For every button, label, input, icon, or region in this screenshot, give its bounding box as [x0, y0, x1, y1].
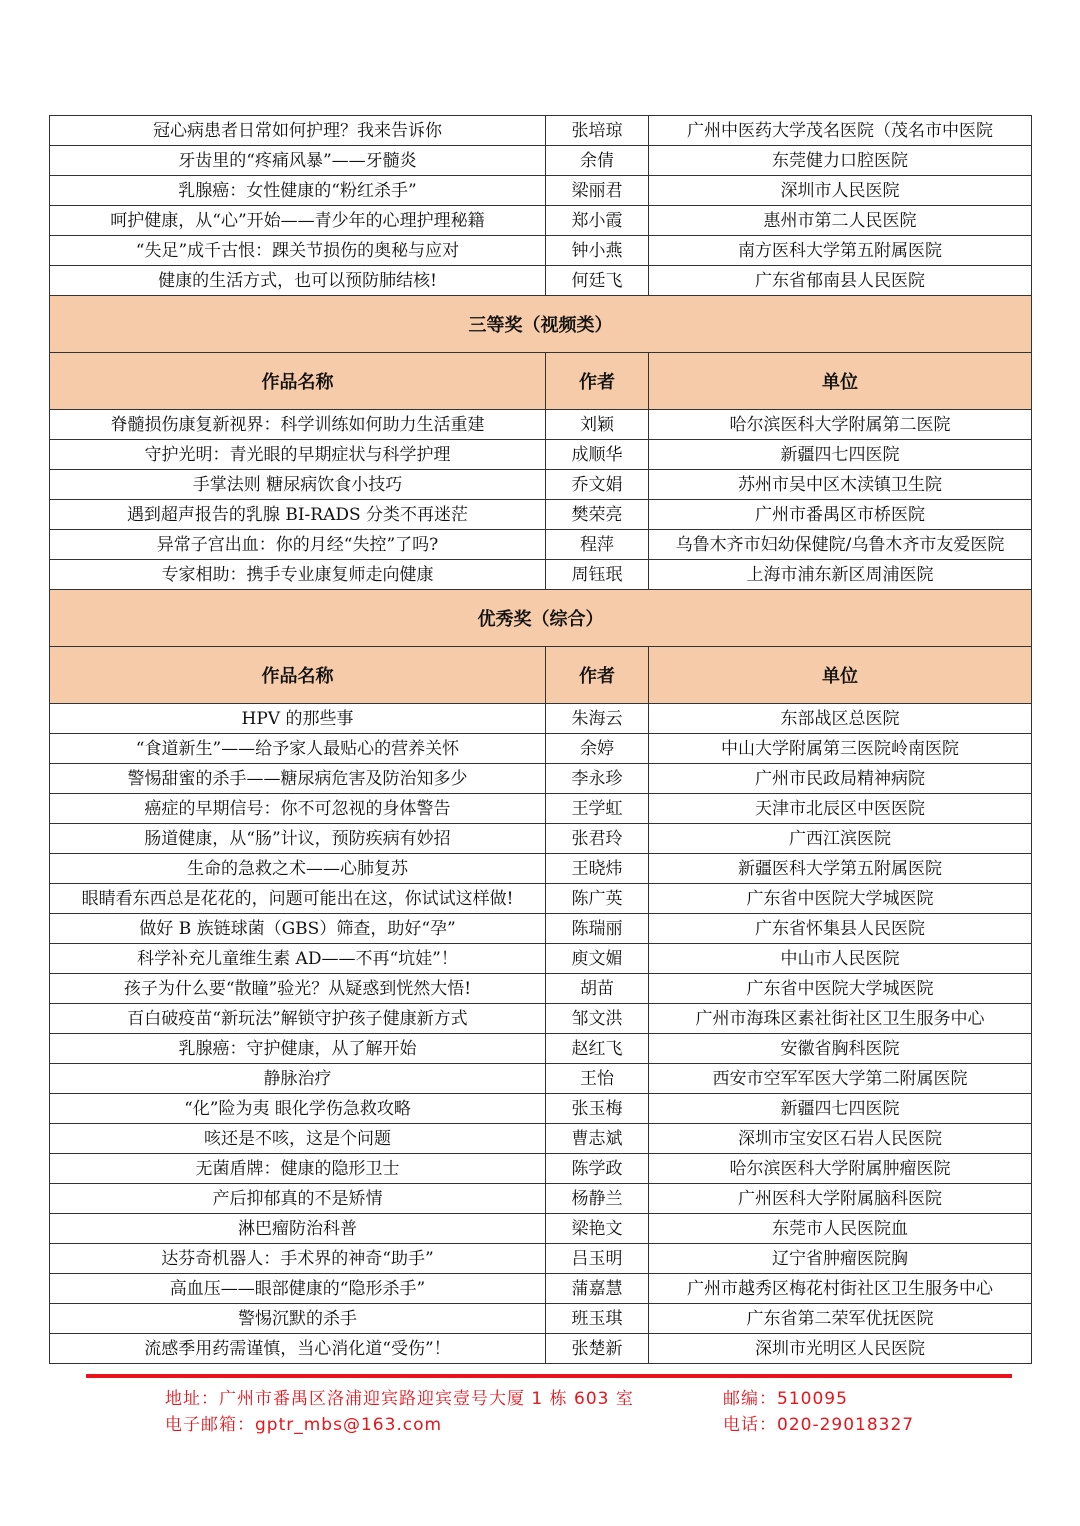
author-cell: 郑小霞	[546, 206, 649, 236]
author-cell: 余婷	[546, 734, 649, 764]
unit-cell: 南方医科大学第五附属医院	[649, 236, 1032, 266]
author-cell: 程萍	[546, 530, 649, 560]
footer-address: 地址：广州市番禺区洛浦迎宾路迎宾壹号大厦 1 栋 603 室	[165, 1389, 634, 1409]
work-title-cell: 癌症的早期信号：你不可忽视的身体警告	[50, 794, 546, 824]
unit-cell: 广东省第二荣军优抚医院	[649, 1304, 1032, 1334]
work-title-cell: 呵护健康，从“心”开始——青少年的心理护理秘籍	[50, 206, 546, 236]
work-title-cell: 淋巴瘤防治科普	[50, 1214, 546, 1244]
author-cell: 陈瑞丽	[546, 914, 649, 944]
unit-cell: 广东省怀集县人民医院	[649, 914, 1032, 944]
author-cell: 胡苗	[546, 974, 649, 1004]
table-row	[50, 266, 1032, 296]
work-title-cell: 静脉治疗	[50, 1064, 546, 1094]
author-cell: 乔文娟	[546, 470, 649, 500]
unit-cell: 东莞市人民医院血	[649, 1214, 1032, 1244]
table-row	[50, 1064, 1032, 1094]
author-cell: 朱海云	[546, 704, 649, 734]
unit-cell: 东莞健力口腔医院	[649, 146, 1032, 176]
table-row	[50, 1274, 1032, 1304]
unit-cell: 新疆四七四医院	[649, 440, 1032, 470]
table-row	[50, 410, 1032, 440]
table-row	[50, 1034, 1032, 1064]
author-cell: 张玉梅	[546, 1094, 649, 1124]
unit-cell: 哈尔滨医科大学附属第二医院	[649, 410, 1032, 440]
table-row	[50, 176, 1032, 206]
unit-cell: 深圳市人民医院	[649, 176, 1032, 206]
work-title-cell: 无菌盾牌：健康的隐形卫士	[50, 1154, 546, 1184]
work-title-cell: 产后抑郁真的不是矫情	[50, 1184, 546, 1214]
work-title-cell: 健康的生活方式，也可以预防肺结核!	[50, 266, 546, 296]
table-row	[50, 854, 1032, 884]
footer	[165, 1386, 1025, 1438]
unit-cell: 东部战区总医院	[649, 704, 1032, 734]
unit-cell: 新疆四七四医院	[649, 1094, 1032, 1124]
work-title-cell: 生命的急救之术——心肺复苏	[50, 854, 546, 884]
unit-cell: 深圳市光明区人民医院	[649, 1334, 1032, 1364]
unit-cell: 新疆医科大学第五附属医院	[649, 854, 1032, 884]
table-row	[50, 1184, 1032, 1214]
author-cell: 陈广英	[546, 884, 649, 914]
author-cell: 蒲嘉慧	[546, 1274, 649, 1304]
unit-cell: 中山大学附属第三医院岭南医院	[649, 734, 1032, 764]
table-row	[50, 794, 1032, 824]
unit-cell: 惠州市第二人民医院	[649, 206, 1032, 236]
unit-cell: 辽宁省肿瘤医院胸	[649, 1244, 1032, 1274]
author-cell: 李永珍	[546, 764, 649, 794]
table-row	[50, 884, 1032, 914]
unit-cell: 上海市浦东新区周浦医院	[649, 560, 1032, 590]
table-row	[50, 206, 1032, 236]
unit-cell: 广西江滨医院	[649, 824, 1032, 854]
column-header: 作品名称	[50, 647, 546, 704]
work-title-cell: 冠心病患者日常如何护理？我来告诉你	[50, 116, 546, 146]
unit-cell: 哈尔滨医科大学附属肿瘤医院	[649, 1154, 1032, 1184]
work-title-cell: 做好 B 族链球菌（GBS）筛查，助好“孕”	[50, 914, 546, 944]
author-cell: 张楚新	[546, 1334, 649, 1364]
table-row	[50, 944, 1032, 974]
author-cell: 庾文媚	[546, 944, 649, 974]
excellent-award-section-title-row	[50, 590, 1032, 647]
author-cell: 梁艳文	[546, 1214, 649, 1244]
author-cell: 何廷飞	[546, 266, 649, 296]
author-cell: 成顺华	[546, 440, 649, 470]
work-title-cell: 咳还是不咳，这是个问题	[50, 1124, 546, 1154]
author-cell: 钟小燕	[546, 236, 649, 266]
work-title-cell: HPV 的那些事	[50, 704, 546, 734]
unit-cell: 广州市番禺区市桥医院	[649, 500, 1032, 530]
table-row	[50, 914, 1032, 944]
column-header: 单位	[649, 353, 1032, 410]
table-row	[50, 236, 1032, 266]
work-title-cell: 科学补充儿童维生素 AD——不再“坑娃”！	[50, 944, 546, 974]
footer-phone: 电话：020-29018327	[723, 1415, 915, 1435]
work-title-cell: “失足”成千古恨：踝关节损伤的奥秘与应对	[50, 236, 546, 266]
footer-postcode: 邮编：510095	[723, 1389, 848, 1409]
unit-cell: 广东省中医院大学城医院	[649, 884, 1032, 914]
unit-cell: 苏州市吴中区木渎镇卫生院	[649, 470, 1032, 500]
table-row	[50, 1334, 1032, 1364]
unit-cell: 乌鲁木齐市妇幼保健院/乌鲁木齐市友爱医院	[649, 530, 1032, 560]
unit-cell: 深圳市宝安区石岩人民医院	[649, 1124, 1032, 1154]
work-title-cell: 脊髓损伤康复新视界：科学训练如何助力生活重建	[50, 410, 546, 440]
unit-cell: 中山市人民医院	[649, 944, 1032, 974]
video-third-prize-section-title-row	[50, 296, 1032, 353]
table-row	[50, 1244, 1032, 1274]
author-cell: 陈学政	[546, 1154, 649, 1184]
column-header: 作者	[546, 647, 649, 704]
table-row	[50, 1124, 1032, 1154]
table-row	[50, 116, 1032, 146]
unit-cell: 广州市海珠区素社街社区卫生服务中心	[649, 1004, 1032, 1034]
work-title-cell: 肠道健康，从“肠”计议，预防疾病有妙招	[50, 824, 546, 854]
unit-cell: 安徽省胸科医院	[649, 1034, 1032, 1064]
work-title-cell: 眼睛看东西总是花花的，问题可能出在这，你试试这样做!	[50, 884, 546, 914]
work-title-cell: 牙齿里的“疼痛风暴”——牙髓炎	[50, 146, 546, 176]
table-row	[50, 560, 1032, 590]
work-title-cell: 流感季用药需谨慎，当心消化道“受伤”！	[50, 1334, 546, 1364]
unit-cell: 广州医科大学附属脑科医院	[649, 1184, 1032, 1214]
column-header: 单位	[649, 647, 1032, 704]
table-row	[50, 146, 1032, 176]
column-header: 作者	[546, 353, 649, 410]
table-row	[50, 734, 1032, 764]
table-row	[50, 1154, 1032, 1184]
work-title-cell: 高血压——眼部健康的“隐形杀手”	[50, 1274, 546, 1304]
table-row	[50, 824, 1032, 854]
unit-cell: 广东省中医院大学城医院	[649, 974, 1032, 1004]
footer-email: 电子邮箱：gptr_mbs@163.com	[165, 1415, 443, 1435]
author-cell: 班玉琪	[546, 1304, 649, 1334]
awards-table	[49, 115, 1032, 1364]
author-cell: 梁丽君	[546, 176, 649, 206]
awards-table-body	[50, 116, 1032, 1364]
work-title-cell: 孩子为什么要“散瞳”验光？从疑惑到恍然大悟!	[50, 974, 546, 1004]
author-cell: 张君玲	[546, 824, 649, 854]
table-row	[50, 440, 1032, 470]
table-row	[50, 704, 1032, 734]
work-title-cell: “食道新生”——给予家人最贴心的营养关怀	[50, 734, 546, 764]
section-title: 三等奖（视频类）	[50, 296, 1032, 353]
table-row	[50, 530, 1032, 560]
table-row	[50, 500, 1032, 530]
work-title-cell: 专家相助：携手专业康复师走向健康	[50, 560, 546, 590]
work-title-cell: 守护光明：青光眼的早期症状与科学护理	[50, 440, 546, 470]
work-title-cell: 乳腺癌：守护健康，从了解开始	[50, 1034, 546, 1064]
column-header: 作品名称	[50, 353, 546, 410]
author-cell: 张培琼	[546, 116, 649, 146]
unit-cell: 西安市空军军医大学第二附属医院	[649, 1064, 1032, 1094]
work-title-cell: 警惕沉默的杀手	[50, 1304, 546, 1334]
author-cell: 杨静兰	[546, 1184, 649, 1214]
unit-cell: 广州中医药大学茂名医院（茂名市中医院	[649, 116, 1032, 146]
work-title-cell: 手掌法则 糖尿病饮食小技巧	[50, 470, 546, 500]
video-third-prize-header-row	[50, 353, 1032, 410]
work-title-cell: 乳腺癌：女性健康的“粉红杀手”	[50, 176, 546, 206]
work-title-cell: 遇到超声报告的乳腺 BI-RADS 分类不再迷茫	[50, 500, 546, 530]
table-row	[50, 1304, 1032, 1334]
author-cell: 余倩	[546, 146, 649, 176]
table-row	[50, 974, 1032, 1004]
excellent-award-header-row	[50, 647, 1032, 704]
author-cell: 曹志斌	[546, 1124, 649, 1154]
section-title: 优秀奖（综合）	[50, 590, 1032, 647]
author-cell: 周钰珉	[546, 560, 649, 590]
author-cell: 王学虹	[546, 794, 649, 824]
author-cell: 赵红飞	[546, 1034, 649, 1064]
table-row	[50, 1004, 1032, 1034]
table-row	[50, 1094, 1032, 1124]
work-title-cell: 异常子宫出血：你的月经“失控”了吗?	[50, 530, 546, 560]
author-cell: 樊荣亮	[546, 500, 649, 530]
unit-cell: 广州市民政局精神病院	[649, 764, 1032, 794]
author-cell: 吕玉明	[546, 1244, 649, 1274]
table-row	[50, 470, 1032, 500]
unit-cell: 广州市越秀区梅花村街社区卫生服务中心	[649, 1274, 1032, 1304]
unit-cell: 天津市北辰区中医医院	[649, 794, 1032, 824]
author-cell: 邹文洪	[546, 1004, 649, 1034]
work-title-cell: 达芬奇机器人：手术界的神奇“助手”	[50, 1244, 546, 1274]
unit-cell: 广东省郁南县人民医院	[649, 266, 1032, 296]
work-title-cell: 百白破疫苗“新玩法”解锁守护孩子健康新方式	[50, 1004, 546, 1034]
footer-divider	[86, 1374, 1012, 1378]
work-title-cell: 警惕甜蜜的杀手——糖尿病危害及防治知多少	[50, 764, 546, 794]
work-title-cell: “化”险为夷 眼化学伤急救攻略	[50, 1094, 546, 1124]
table-row	[50, 1214, 1032, 1244]
table-row	[50, 764, 1032, 794]
author-cell: 王怡	[546, 1064, 649, 1094]
author-cell: 王晓炜	[546, 854, 649, 884]
author-cell: 刘颖	[546, 410, 649, 440]
